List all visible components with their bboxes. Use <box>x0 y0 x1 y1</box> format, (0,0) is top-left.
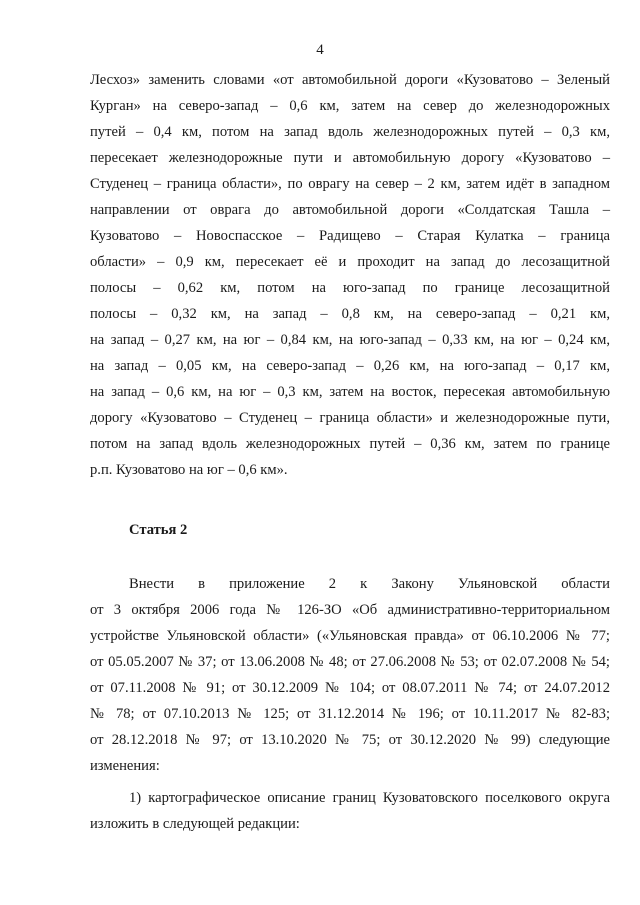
text-line: изменения: <box>90 758 160 774</box>
text-line: полосы – 0,32 км, на запад – 0,8 км, на северо-запад – 0,21 км, <box>90 306 610 322</box>
text-line: направлении от оврага до автомобильной дороги «Солдатская Ташла – <box>90 202 610 218</box>
item1-paragraph <box>90 785 610 837</box>
text-line: полосы – 0,62 км, потом на юго-запад по границе лесозащитной <box>90 280 610 296</box>
text-line: области» – 0,9 км, пересекает её и проходит на запад до лесозащитной <box>90 254 610 270</box>
text-line: 1) картографическое описание границ Кузоватовского поселкового округа <box>129 790 610 806</box>
text-line: Лесхоз» заменить словами «от автомобильной дороги «Кузоватово – Зеленый <box>90 72 610 88</box>
text-line: Внести в приложение 2 к Закону Ульяновской области <box>129 576 610 592</box>
document-body <box>90 67 610 837</box>
text-line: от 28.12.2018 № 97; от 13.10.2020 № 75; от 30.12.2020 № 99) следующие <box>90 732 610 748</box>
text-line: р.п. Кузоватово на юг – 0,6 км». <box>90 462 288 478</box>
text-line: дорогу «Кузоватово – Студенец – граница области» и железнодорожные пути, <box>90 410 610 426</box>
text-line: Курган» на северо-запад – 0,6 км, затем на север до железнодорожных <box>90 98 610 114</box>
text-line: на запад – 0,6 км, на юг – 0,3 км, затем на восток, пересекая автомобильную <box>90 384 610 400</box>
text-line: Студенец – граница области», по оврагу на север – 2 км, затем идёт в западном <box>90 176 610 192</box>
text-line: путей – 0,4 км, потом на запад вдоль железнодорожных путей – 0,3 км, <box>90 124 610 140</box>
text-line: на запад – 0,27 км, на юг – 0,84 км, на юго-запад – 0,33 км, на юг – 0,24 км, <box>90 332 610 348</box>
text-line: изложить в следующей редакции: <box>90 816 300 832</box>
text-line: № 78; от 07.10.2013 № 125; от 31.12.2014 № 196; от 10.11.2017 № 82-83; <box>90 706 610 722</box>
text-line: устройстве Ульяновской области» («Ульяновская правда» от 06.10.2006 № 77; <box>90 628 610 644</box>
text-line: пересекает железнодорожные пути и автомобильную дорогу «Кузоватово – <box>90 150 610 166</box>
article1-continuation <box>90 67 610 483</box>
text-line: потом на запад вдоль железнодорожных путей – 0,36 км, затем по границе <box>90 436 610 452</box>
text-line: от 3 октября 2006 года № 126-ЗО «Об административно-территориальном <box>90 602 610 618</box>
page-number: 4 <box>316 42 324 58</box>
text-line: Кузоватово – Новоспасское – Радищево – Старая Кулатка – граница <box>90 228 610 244</box>
text-line: на запад – 0,05 км, на северо-запад – 0,26 км, на юго-запад – 0,17 км, <box>90 358 610 374</box>
text-line: от 07.11.2008 № 91; от 30.12.2009 № 104; от 08.07.2011 № 74; от 24.07.2012 <box>90 680 610 696</box>
text-line: от 05.05.2007 № 37; от 13.06.2008 № 48; от 27.06.2008 № 53; от 02.07.2008 № 54; <box>90 654 610 670</box>
article2-heading: Статья 2 <box>129 522 188 538</box>
article2-paragraph <box>90 571 610 779</box>
